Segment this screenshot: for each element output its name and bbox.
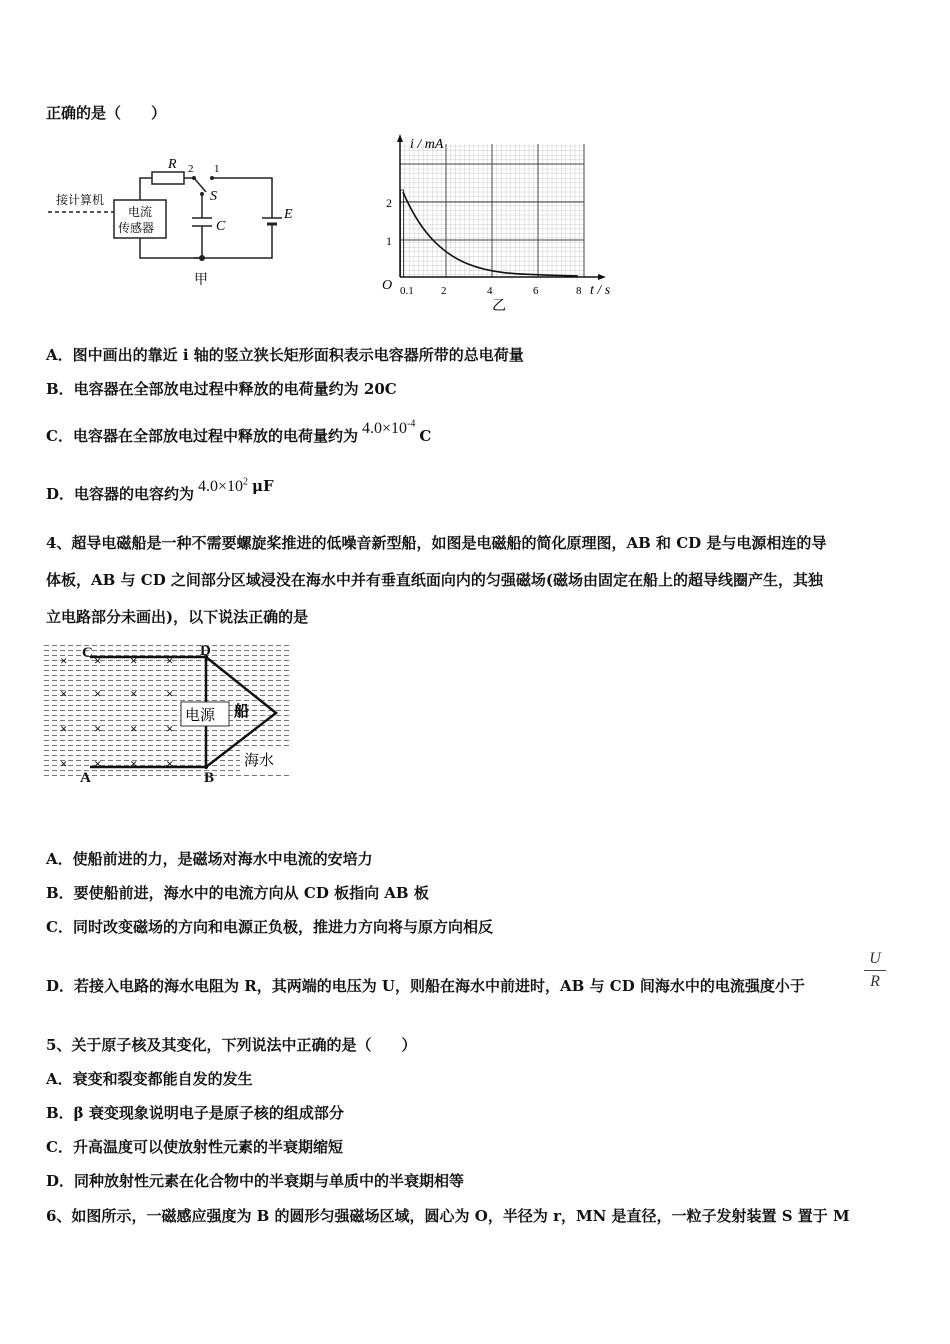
q3-option-c-unit: C <box>419 427 432 445</box>
fraction-numerator: U <box>864 950 886 971</box>
q4-option-b: B．要使船前进，海水中的电流方向从 CD 板指向 AB 板 <box>46 884 429 902</box>
q3-option-a: A．图中画出的靠近 i 轴的竖立狭长矩形面积表示电容器所带的总电荷量 <box>46 346 524 364</box>
field-cross: × <box>130 686 138 701</box>
q3-option-d-text: D．电容器的电容约为 <box>46 485 195 503</box>
ship-figure <box>44 643 294 785</box>
field-cross: × <box>130 653 138 668</box>
resistor-label: R <box>168 157 177 172</box>
sensor-label-2: 传感器 <box>118 221 155 235</box>
q3-option-c <box>46 418 432 446</box>
field-cross: × <box>130 756 138 771</box>
field-cross: × <box>94 653 102 668</box>
field-cross: × <box>166 653 174 668</box>
x-tick-2: 2 <box>441 285 447 297</box>
q3-option-c-value: $4.0\times 10^{-4}$ <box>361 418 416 437</box>
field-cross: × <box>60 756 68 771</box>
discharge-graph <box>378 132 623 317</box>
sea-label: 海水 <box>244 753 275 769</box>
figure-jia-label: 甲 <box>194 273 208 288</box>
y-tick-2: 2 <box>386 196 392 210</box>
fraction-denominator: R <box>870 973 880 990</box>
q5-stem: 5、关于原子核及其变化，下列说法中正确的是（ ） <box>46 1036 417 1054</box>
x-tick-8: 8 <box>576 285 582 297</box>
terminal-1-label: 1 <box>214 163 220 175</box>
origin-label: O <box>382 278 393 293</box>
q3-option-d-unit: μF <box>252 477 274 495</box>
u-over-r-fraction <box>864 950 886 991</box>
q4-option-a: A．使船前进的力，是磁场对海水中电流的安培力 <box>46 850 373 868</box>
q5-option-d: D．同种放射性元素在化合物中的半衰期与单质中的半衰期相等 <box>46 1172 465 1190</box>
q3-option-b: B．电容器在全部放电过程中释放的电荷量约为 20C <box>46 380 397 398</box>
q4-stem-line-2: 体板，AB 与 CD 之间部分区域浸没在海水中并有垂直纸面向内的匀强磁场(磁场由固定在船上的超导线圈产生，其独 <box>46 571 824 589</box>
field-cross: × <box>166 721 174 736</box>
q4-stem-line-1: 4、超导电磁船是一种不需要螺旋桨推进的低噪音新型船，如图是电磁船的简化原理图，AB 和 CD 是与电源相连的导 <box>46 534 827 552</box>
field-cross: × <box>94 756 102 771</box>
figure-yi-label: 乙 <box>492 299 506 314</box>
power-label: 电源 <box>185 708 216 724</box>
field-cross: × <box>166 686 174 701</box>
plate-d-label: D <box>200 643 211 659</box>
x-tick-6: 6 <box>533 285 539 297</box>
sensor-label-1: 电流 <box>128 205 153 219</box>
x-tick-4: 4 <box>487 285 493 297</box>
x-tick-0-1: 0.1 <box>400 285 414 297</box>
field-cross: × <box>60 686 68 701</box>
q3-option-d <box>46 476 274 504</box>
q4-stem-line-3: 立电路部分未画出)，以下说法正确的是 <box>46 608 309 626</box>
field-cross: × <box>130 721 138 736</box>
field-cross: × <box>94 686 102 701</box>
ship-label: 船 <box>234 704 250 720</box>
plate-c-label: C <box>82 645 93 661</box>
switch-label: S <box>210 189 217 204</box>
plate-a-label: A <box>80 770 91 785</box>
q5-option-c: C．升高温度可以使放射性元素的半衰期缩短 <box>46 1138 343 1156</box>
q6-stem: 6、如图所示，一磁感应强度为 B 的圆形匀强磁场区域，圆心为 O，半径为 r，MN 是直径，一粒子发射装置 S 置于 M <box>46 1207 850 1225</box>
plate-b-label: B <box>204 770 215 785</box>
x-axis-label: t / s <box>590 283 611 298</box>
q3-stem-end: 正确的是（ ） <box>46 104 167 122</box>
circuit-figure <box>44 148 304 293</box>
y-axis-label: i / mA <box>410 137 444 152</box>
battery-label: E <box>284 207 293 222</box>
field-cross: × <box>166 756 174 771</box>
q4-option-c: C．同时改变磁场的方向和电源正负极，推进力方向将与原方向相反 <box>46 918 493 936</box>
q3-option-c-text: C．电容器在全部放电过程中释放的电荷量约为 <box>46 427 358 445</box>
capacitor-label: C <box>216 219 226 234</box>
q3-option-d-value: $4.0\times 10^2$ <box>198 476 249 495</box>
q5-option-a: A．衰变和裂变都能自发的发生 <box>46 1070 253 1088</box>
field-cross: × <box>60 653 68 668</box>
q4-option-d: D．若接入电路的海水电阻为 R，其两端的电压为 U，则船在海水中前进时，AB 与 CD 间海水中的电流强度小于 <box>46 977 805 995</box>
field-cross: × <box>94 721 102 736</box>
field-cross: × <box>60 721 68 736</box>
q5-option-b: B．β 衰变现象说明电子是原子核的组成部分 <box>46 1104 344 1122</box>
terminal-2-label: 2 <box>188 163 194 175</box>
computer-label: 接计算机 <box>56 193 105 207</box>
y-tick-1: 1 <box>386 234 392 248</box>
